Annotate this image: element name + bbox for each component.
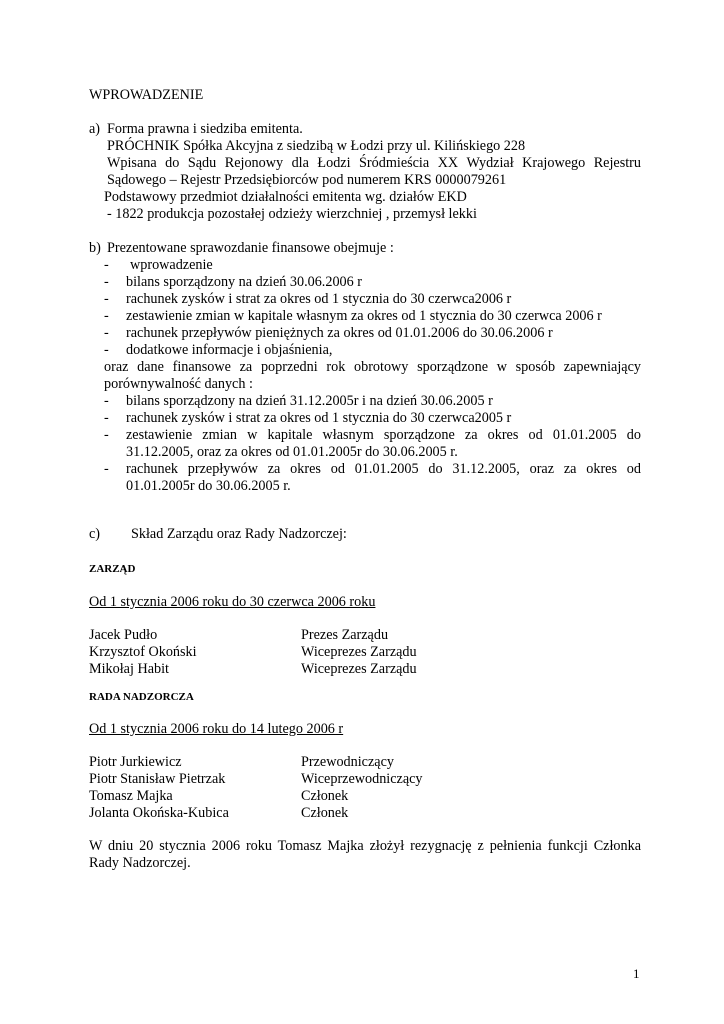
list-item: bilans sporządzony na dzień 31.12.2005r i na dzień 30.06.2005 r [126, 393, 493, 409]
member-name: Mikołaj Habit [89, 661, 169, 677]
member-role: Członek [301, 805, 349, 821]
zarzad-period: Od 1 stycznia 2006 roku do 30 czerwca 2006 roku [89, 594, 376, 610]
member-role: Członek [301, 788, 349, 804]
section-b-mid-line1: oraz dane finansowe za poprzedni rok obrotowy sporządzone w sposób zapewniający [104, 359, 641, 375]
section-a-line1: PRÓCHNIK Spółka Akcyjna z siedzibą w Łodzi przy ul. Kilińskiego 228 [107, 138, 526, 154]
page-title: WPROWADZENIE [89, 87, 204, 103]
list-item-line2: 31.12.2005, oraz za okres od 01.01.2005r do 30.06.2005 r. [126, 444, 458, 460]
list-item: rachunek zysków i strat za okres od 1 stycznia do 30 czerwca2006 r [126, 291, 512, 307]
list-dash: - [104, 291, 109, 307]
rada-heading: RADA NADZORCZA [89, 691, 194, 703]
member-name: Piotr Stanisław Pietrzak [89, 771, 226, 787]
list-item: dodatkowe informacje i objaśnienia, [126, 342, 333, 358]
member-role: Wiceprzewodniczący [301, 771, 423, 787]
list-dash: - [104, 461, 109, 477]
member-role: Wiceprezes Zarządu [301, 661, 417, 677]
section-c-marker: c) [89, 526, 101, 542]
list-item: rachunek zysków i strat za okres od 1 stycznia do 30 czerwca2005 r [126, 410, 512, 426]
member-role: Przewodniczący [301, 754, 394, 770]
list-dash: - [104, 257, 109, 273]
section-a-marker: a) [89, 121, 101, 137]
section-a-line2: Wpisana do Sądu Rejonowy dla Łodzi Śródmieścia XX Wydział Krajowego Rejestru [107, 155, 641, 171]
zarzad-heading: ZARZĄD [89, 563, 136, 575]
section-a-heading: Forma prawna i siedziba emitenta. [107, 121, 303, 137]
list-dash: - [104, 325, 109, 341]
section-a-line3: Sądowego – Rejestr Przedsiębiorców pod numerem KRS 0000079261 [107, 172, 507, 188]
rada-note-line2: Rady Nadzorczej. [89, 855, 191, 871]
page-number: 1 [633, 966, 640, 981]
section-b-mid-line2: porównywalność danych : [104, 376, 253, 392]
section-c-heading: Skład Zarządu oraz Rady Nadzorczej: [131, 526, 347, 542]
section-a-line4: Podstawowy przedmiot działalności emitenta wg. działów EKD [104, 189, 467, 205]
list-dash: - [104, 274, 109, 290]
list-item-line1: rachunek przepływów za okres od 01.01.2005 do 31.12.2005, oraz za okres od [126, 461, 641, 477]
list-item: wprowadzenie [130, 257, 213, 273]
member-name: Jolanta Okońska-Kubica [89, 805, 229, 821]
member-name: Piotr Jurkiewicz [89, 754, 182, 770]
member-name: Tomasz Majka [89, 788, 173, 804]
list-dash: - [104, 427, 109, 443]
list-item: rachunek przepływów pieniężnych za okres od 01.01.2006 do 30.06.2006 r [126, 325, 553, 341]
list-item-line1: zestawienie zmian w kapitale własnym sporządzone za okres od 01.01.2005 do [126, 427, 641, 443]
list-item: bilans sporządzony na dzień 30.06.2006 r [126, 274, 363, 290]
list-item-line2: 01.01.2005r do 30.06.2005 r. [126, 478, 291, 494]
section-b-marker: b) [89, 240, 101, 256]
list-dash: - [104, 342, 109, 358]
section-b-heading: Prezentowane sprawozdanie finansowe obejmuje : [107, 240, 394, 256]
member-name: Jacek Pudło [89, 627, 158, 643]
rada-period: Od 1 stycznia 2006 roku do 14 lutego 2006 r [89, 721, 344, 737]
member-role: Wiceprezes Zarządu [301, 644, 417, 660]
list-dash: - [104, 308, 109, 324]
member-role: Prezes Zarządu [301, 627, 389, 643]
list-dash: - [104, 410, 109, 426]
list-item: zestawienie zmian w kapitale własnym za okres od 1 stycznia do 30 czerwca 2006 r [126, 308, 602, 324]
list-dash: - [104, 393, 109, 409]
rada-note-line1: W dniu 20 stycznia 2006 roku Tomasz Majka złożył rezygnację z pełnienia funkcji Członka [89, 838, 641, 854]
member-name: Krzysztof Okoński [89, 644, 197, 660]
section-a-line5: - 1822 produkcja pozostałej odzieży wierzchniej , przemysł lekki [107, 206, 477, 222]
